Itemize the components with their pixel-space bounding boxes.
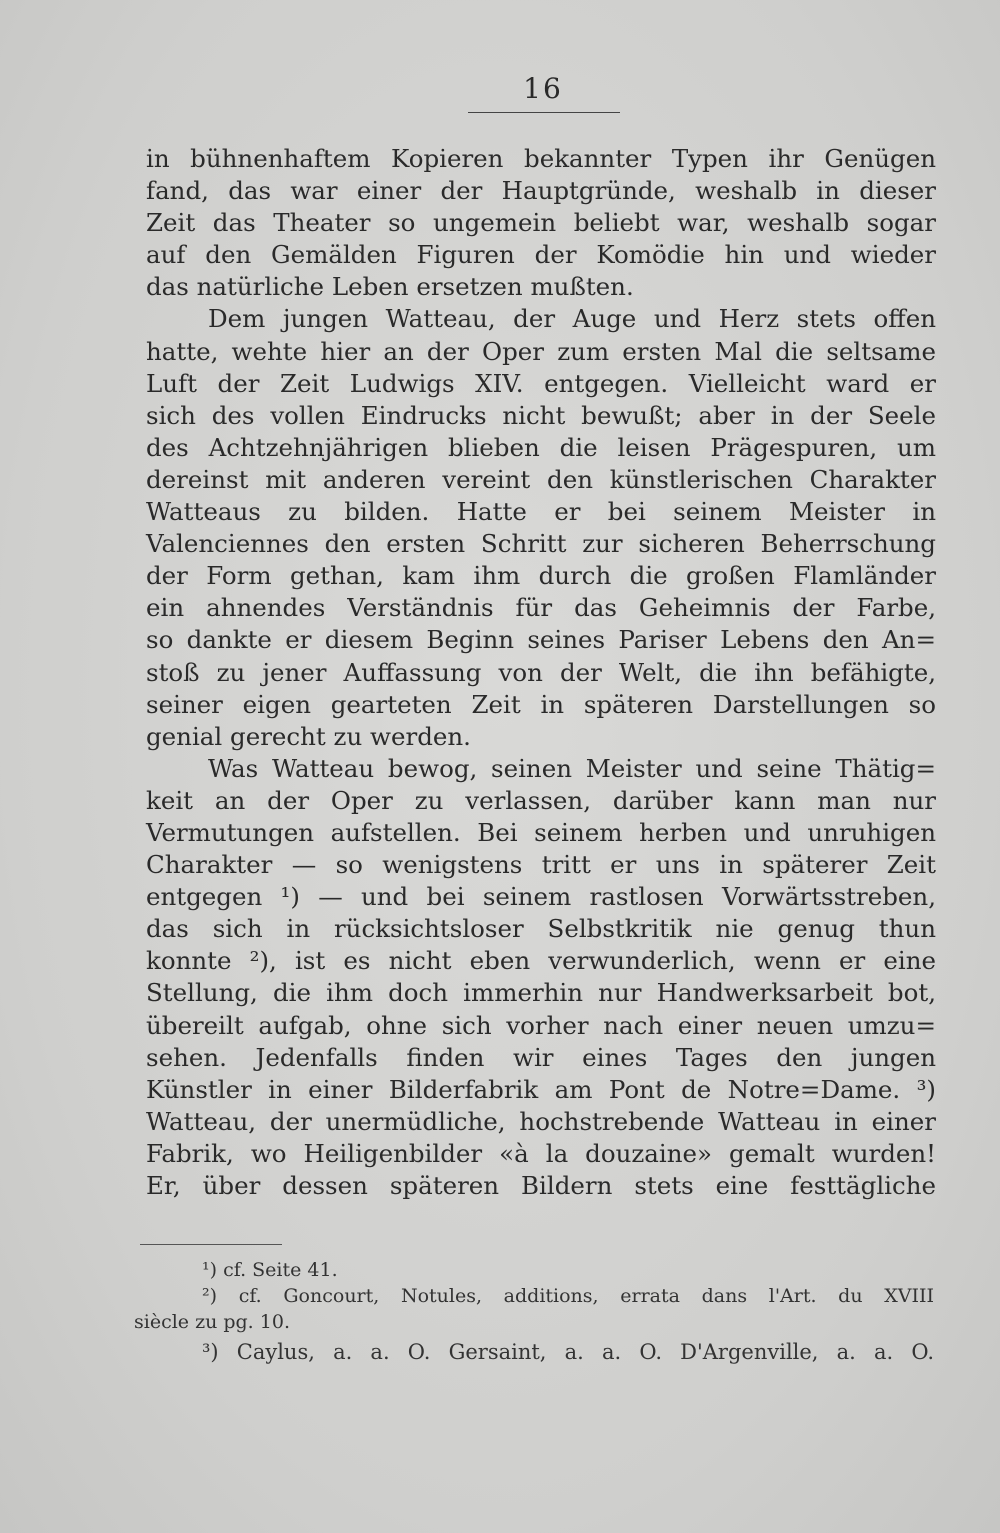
text-line: Fabrik, wo Heiligenbilder «à la douzaine» gemalt wurden! bbox=[146, 1138, 936, 1168]
text-line: Valenciennes den ersten Schritt zur sicheren Beherrschung bbox=[146, 529, 936, 559]
text-line: hatte, wehte hier an der Oper zum ersten Mal die seltsame bbox=[146, 336, 936, 366]
text-line: der Form gethan, kam ihm durch die großen Flamländer bbox=[146, 561, 936, 591]
page-number: 16 bbox=[523, 72, 563, 105]
text-line: sehen. Jedenfalls finden wir eines Tages den jungen bbox=[146, 1042, 936, 1072]
footnotes bbox=[134, 1257, 934, 1369]
text-line: sich des vollen Eindrucks nicht bewußt; aber in der Seele bbox=[146, 400, 936, 430]
footnote-3: ³) Caylus, a. a. O. Gersaint, a. a. O. D'Argenville, a. a. O. bbox=[202, 1340, 934, 1364]
text-line: Was Watteau bewog, seinen Meister und seine Thätig= bbox=[208, 753, 936, 783]
text-line: keit an der Oper zu verlassen, darüber kann man nur bbox=[146, 785, 936, 815]
text-line: Charakter — so wenigstens tritt er uns in späterer Zeit bbox=[146, 850, 936, 880]
page-number-rule bbox=[468, 112, 620, 113]
text-line: Watteau, der unermüdliche, hochstrebende Watteau in einer bbox=[146, 1106, 936, 1136]
text-line: das sich in rücksichtsloser Selbstkritik nie genug thun bbox=[146, 914, 936, 944]
footnote-rule bbox=[140, 1244, 282, 1245]
footnote-2-line-2: siècle zu pg. 10. bbox=[134, 1311, 290, 1333]
text-line: Luft der Zeit Ludwigs XIV. entgegen. Vielleicht ward er bbox=[146, 368, 936, 398]
text-line: das natürliche Leben ersetzen mußten. bbox=[146, 272, 634, 302]
text-line: Künstler in einer Bilderfabrik am Pont de Notre=Dame. ³) bbox=[146, 1074, 936, 1104]
text-line: in bühnenhaftem Kopieren bekannter Typen ihr Genügen bbox=[146, 144, 936, 173]
text-line: Er, über dessen späteren Bildern stets eine festtägliche bbox=[146, 1171, 936, 1200]
text-line: Zeit das Theater so ungemein beliebt war, weshalb sogar bbox=[146, 208, 936, 238]
text-line: so dankte er diesem Beginn seines Pariser Lebens den An= bbox=[146, 625, 936, 655]
text-line: stoß zu jener Auffassung von der Welt, die ihn befähigte, bbox=[146, 657, 936, 687]
text-line: des Achtzehnjährigen blieben die leisen Prägespuren, um bbox=[146, 432, 936, 462]
text-line: Dem jungen Watteau, der Auge und Herz stets offen bbox=[208, 304, 936, 334]
text-line: konnte ²), ist es nicht eben verwunderlich, wenn er eine bbox=[146, 946, 936, 976]
text-line: entgegen ¹) — und bei seinem rastlosen Vorwärtsstreben, bbox=[146, 882, 936, 912]
text-line: übereilt aufgab, ohne sich vorher nach einer neuen umzu= bbox=[146, 1010, 936, 1040]
text-line: dereinst mit anderen vereint den künstlerischen Charakter bbox=[146, 464, 936, 494]
text-line: genial gerecht zu werden. bbox=[146, 721, 471, 751]
text-line: auf den Gemälden Figuren der Komödie hin und wieder bbox=[146, 240, 936, 270]
footnote-1: ¹) cf. Seite 41. bbox=[202, 1259, 338, 1281]
text-line: Vermutungen aufstellen. Bei seinem herben und unruhigen bbox=[146, 817, 936, 847]
text-line: Watteaus zu bilden. Hatte er bei seinem Meister in bbox=[146, 497, 936, 527]
text-line: fand, das war einer der Hauptgründe, weshalb in dieser bbox=[146, 176, 936, 206]
body-text bbox=[146, 143, 936, 1202]
text-line: ein ahnendes Verständnis für das Geheimnis der Farbe, bbox=[146, 593, 936, 623]
text-line: seiner eigen gearteten Zeit in späteren Darstellungen so bbox=[146, 689, 936, 719]
text-line: Stellung, die ihm doch immerhin nur Handwerksarbeit bot, bbox=[146, 978, 936, 1008]
footnote-2-line-1: ²) cf. Goncourt, Notules, additions, errata dans l'Art. du XVIII bbox=[202, 1285, 934, 1307]
